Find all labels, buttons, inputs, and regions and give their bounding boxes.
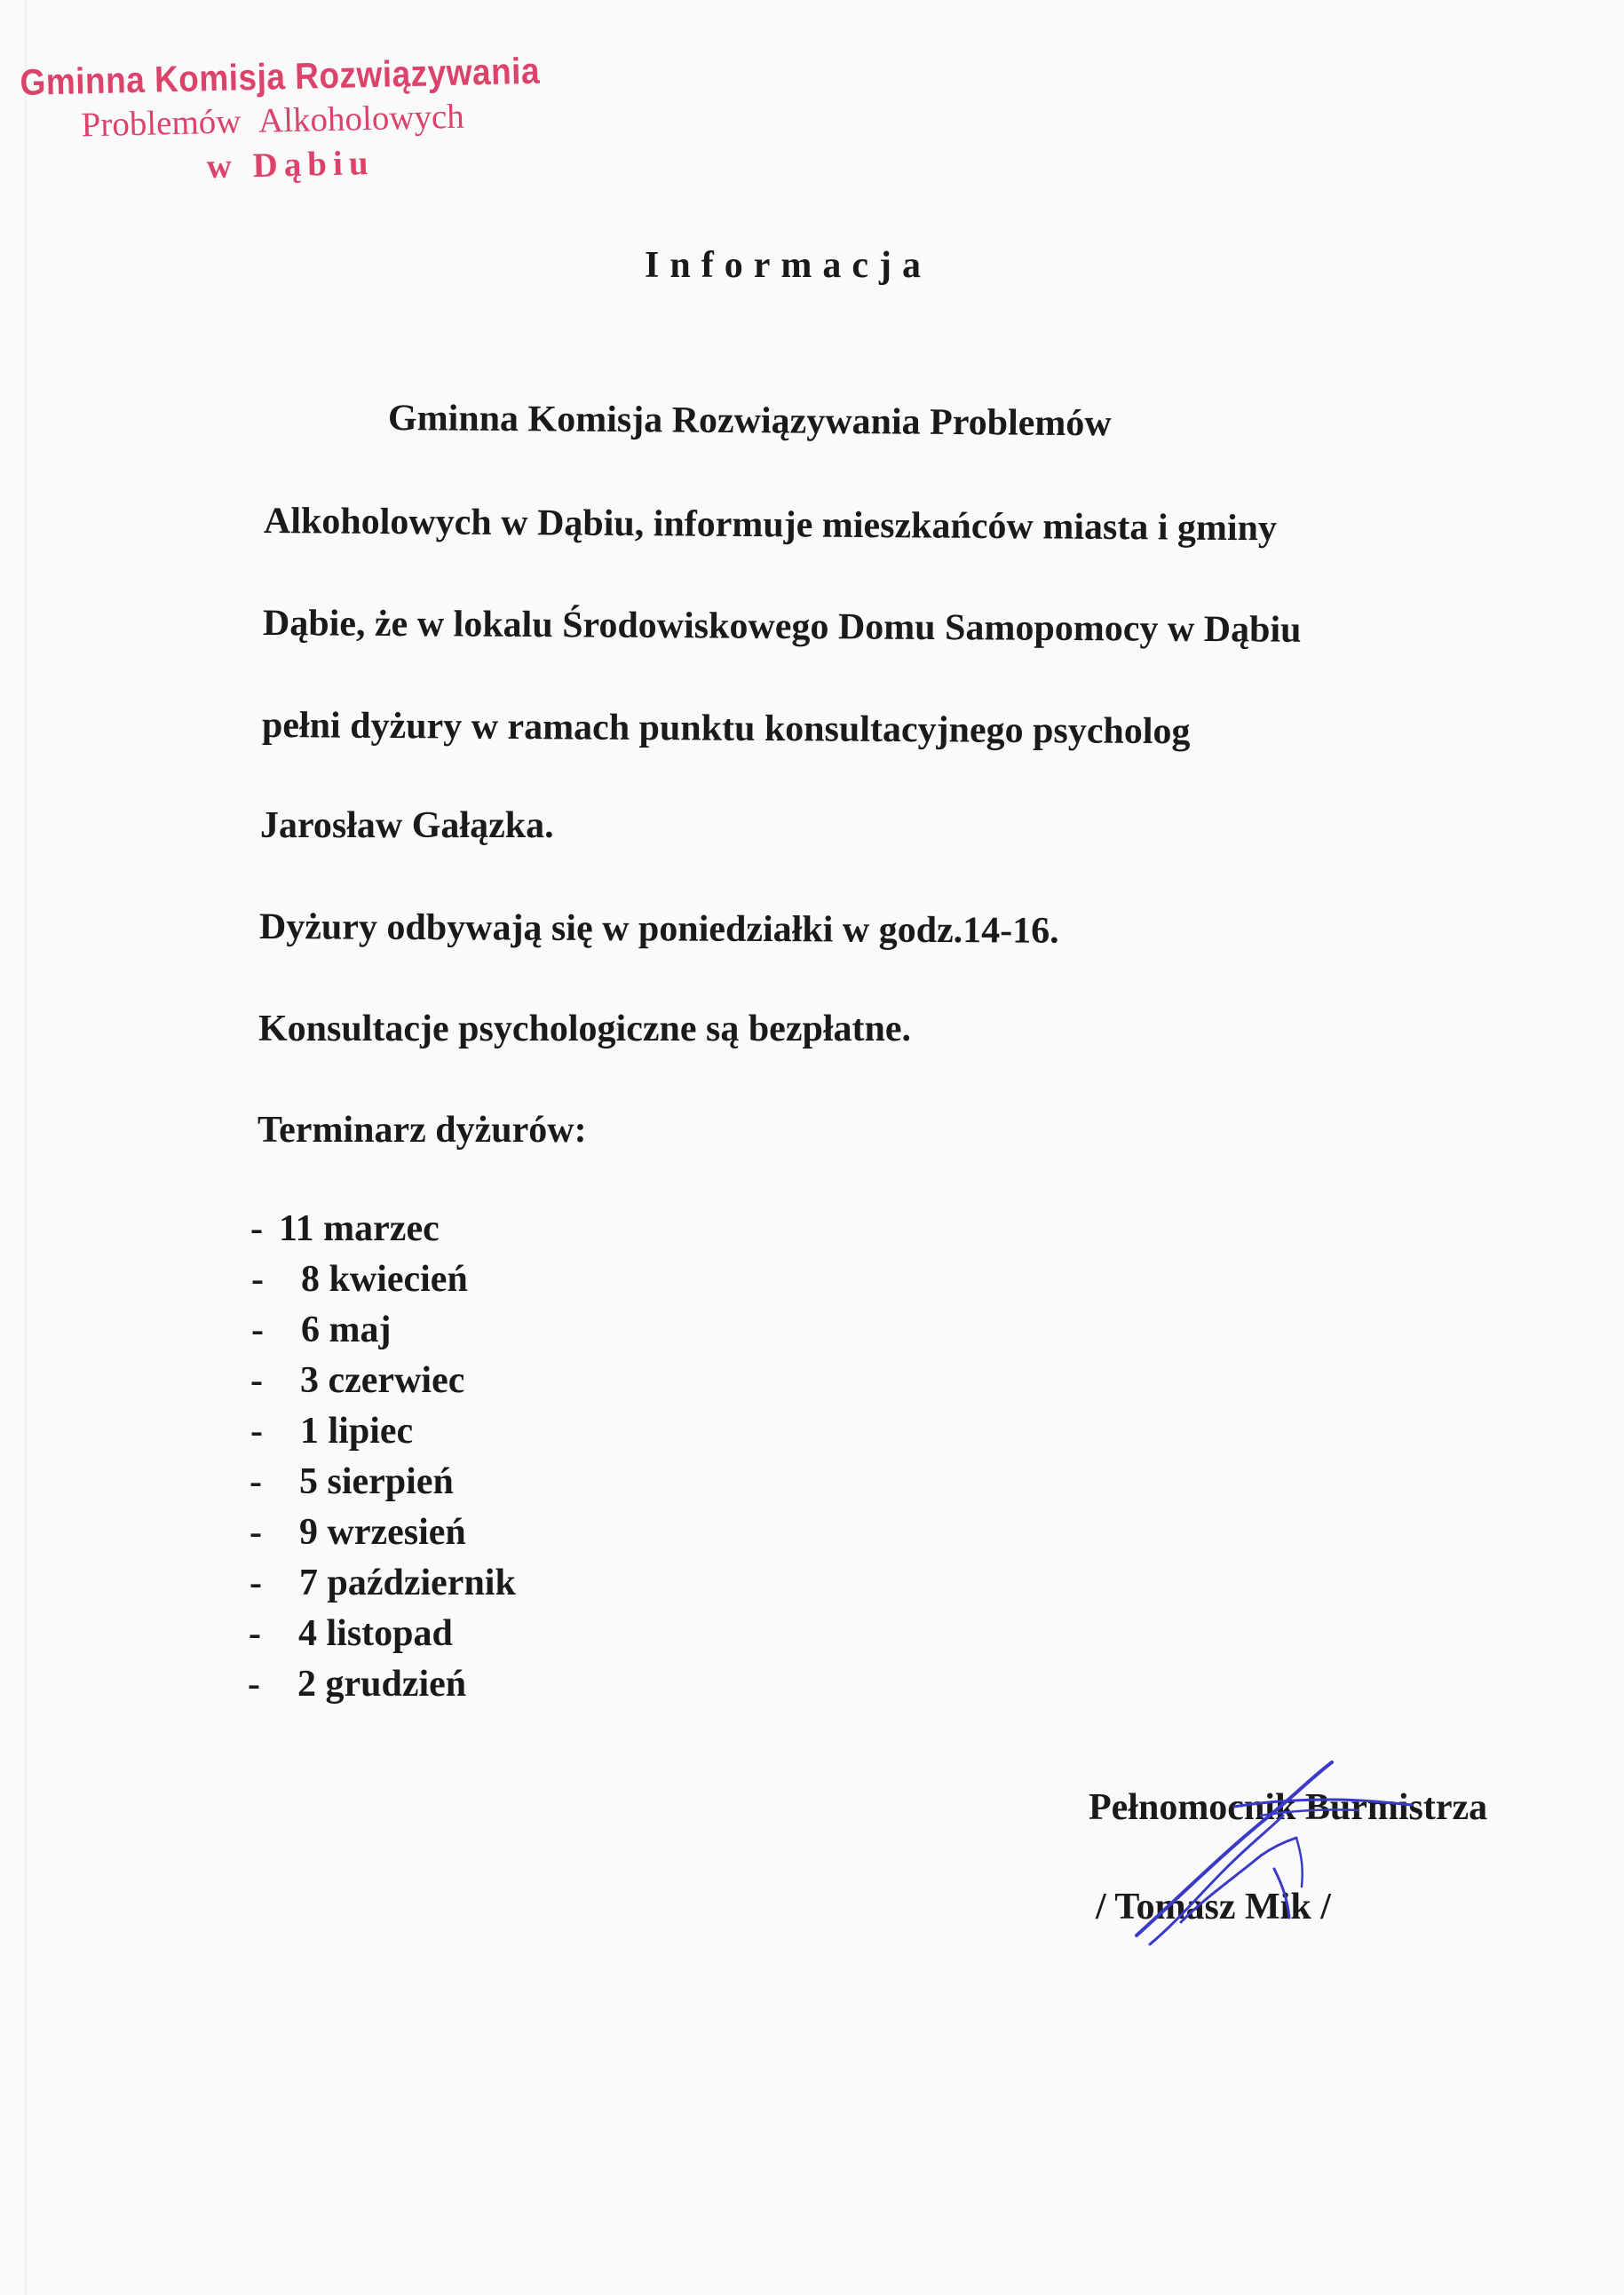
- list-item: [251, 1309, 391, 1351]
- list-dash: -: [250, 1512, 262, 1553]
- handwritten-signature: [1128, 1753, 1447, 1958]
- schedule-date: 6 maj: [301, 1310, 392, 1350]
- list-item: [250, 1410, 413, 1452]
- schedule-date: 4 listopad: [298, 1613, 453, 1654]
- paragraph-line-4: pełni dyżury w ramach punktu konsultacyjnego psycholog: [261, 705, 1191, 753]
- list-dash: -: [250, 1461, 262, 1502]
- list-dash: -: [250, 1208, 263, 1249]
- list-dash: -: [251, 1310, 264, 1350]
- schedule-date: 8 kwiecień: [301, 1259, 468, 1300]
- stamp-line-3: w Dąbiu: [206, 143, 375, 186]
- list-item: [250, 1207, 440, 1250]
- signature-stroke: [1137, 1762, 1332, 1935]
- list-dash: -: [248, 1664, 260, 1705]
- document-title: Informacja: [645, 245, 931, 286]
- paragraph-line-1: Gminna Komisja Rozwiązywania Problemów: [387, 398, 1112, 445]
- list-item: [250, 1359, 464, 1402]
- schedule-date: 5 sierpień: [299, 1461, 454, 1502]
- list-item: [250, 1460, 454, 1503]
- list-dash: -: [250, 1563, 262, 1603]
- list-dash: -: [250, 1360, 263, 1401]
- scan-edge: [25, 0, 27, 2295]
- signature-stroke: [1234, 1800, 1412, 1807]
- paragraph-line-3: Dąbie, że w lokalu Środowiskowego Domu Samopomocy w Dąbiu: [262, 603, 1302, 651]
- schedule-date: 7 październik: [299, 1563, 516, 1603]
- institution-stamp: [20, 49, 588, 186]
- schedule-date: 1 lipiec: [300, 1411, 414, 1452]
- list-item: [250, 1511, 466, 1554]
- stamp-line-2: Problemów Alkoholowych: [81, 97, 465, 145]
- schedule-date: 3 czerwiec: [300, 1360, 465, 1401]
- signer-title: Pełnomocnik Burmistrza: [1089, 1787, 1488, 1828]
- list-item: [251, 1258, 468, 1301]
- signature-stroke: [1274, 1869, 1289, 1918]
- schedule-date: 11 marzec: [279, 1208, 440, 1249]
- stamp-line-1: Gminna Komisja Rozwiązywania: [20, 50, 541, 103]
- list-item: [248, 1663, 466, 1705]
- paragraph-line-2: Alkoholowych w Dąbiu, informuje mieszkańców miasta i gminy: [263, 501, 1278, 550]
- free-consultation-line: Konsultacje psychologiczne są bezpłatne.: [258, 1009, 911, 1049]
- schedule-date: 9 wrzesień: [299, 1512, 466, 1553]
- hours-line: Dyżury odbywają się w poniedziałki w godz.14-16.: [258, 906, 1059, 952]
- schedule-heading: Terminarz dyżurów:: [257, 1110, 587, 1151]
- list-item: [250, 1562, 516, 1604]
- paragraph-line-5: Jarosław Gałązka.: [260, 805, 554, 846]
- list-dash: -: [250, 1411, 263, 1452]
- schedule-date: 2 grudzień: [297, 1664, 467, 1705]
- signature-stroke: [1296, 1838, 1303, 1887]
- list-item: [249, 1612, 453, 1655]
- signature-stroke: [1150, 1816, 1283, 1944]
- signer-name: / Tomasz Mik /: [1096, 1887, 1331, 1927]
- list-dash: -: [249, 1613, 261, 1654]
- list-dash: -: [251, 1259, 264, 1300]
